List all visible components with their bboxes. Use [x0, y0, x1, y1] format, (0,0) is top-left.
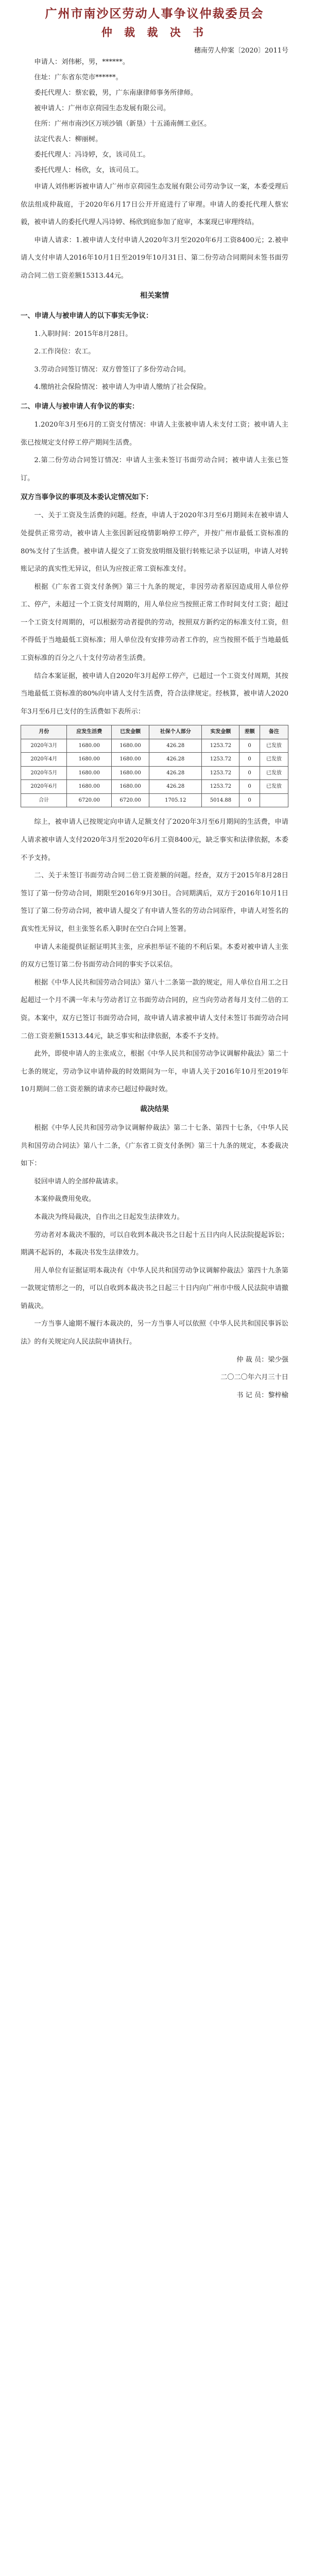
table-cell: 6720.00 [112, 793, 149, 807]
judgment-page [0, 4, 309, 2576]
fact-item: 2.工作岗位：农工。 [34, 348, 95, 356]
table-cell: 1705.12 [149, 793, 202, 807]
table-header-row [21, 725, 288, 739]
parties-section [21, 55, 288, 178]
party-line: 申请人：刘伟彬，男，******。 [34, 58, 130, 66]
fact-item: 3.劳动合同签订情况：双方曾签订了多份劳动合同。 [34, 365, 191, 374]
table-header-cell: 备注 [260, 725, 288, 739]
party-line: 法定代表人：柳丽树。 [34, 135, 102, 143]
analysis-heading: 双方当事争议的事项及本委认定情况如下： [21, 493, 153, 502]
party-line: 委托代理人：杨欣，女，该司员工。 [34, 166, 143, 174]
analysis-paragraph: 二、关于未签订书面劳动合同二倍工资差额的问题。经查，双方于2015年8月28日签订了第一份劳动合同，期限至2016年9月30日。合同期满后，双方于2016年10月1日签订了第二份劳动合同，被申请人提交了有申请人签名的劳动合同原件，申请人对签名的真实性无异议，但主张签名系入职时在空白合同上签署。 [21, 872, 288, 933]
table-cell: 1680.00 [112, 780, 149, 794]
issuing-organization: 广州市南沙区劳动人事争议仲裁委员会 [45, 7, 264, 21]
analysis-paragraph: 一、关于工资及生活费的问题。经查，申请人于2020年3月至6月期间未在被申请人处提供正常劳动，被申请人主张因新冠疫情影响停工停产，并按广州市最低工资标准的80%支付了生活费。被申请人提交了工资发放明细及银行转账记录予以证明，申请人对转账记录的真实性无异议，但认为应按正常工资标准支付。 [21, 512, 288, 573]
document-title: 仲 裁 裁 决 书 [101, 26, 208, 39]
table-cell: 0 [239, 753, 260, 767]
table-cell: 已发放 [260, 766, 288, 780]
analysis-continued [21, 814, 288, 1099]
ruling-paragraph: 用人单位有证据证明本裁决有《中华人民共和国劳动争议调解仲裁法》第四十九条第一款规定情形之一的，可以自收到本裁决书之日起三十日内向广州市中级人民法院申请撤销裁决。 [21, 1266, 288, 1310]
table-cell: 2020年4月 [21, 753, 67, 767]
table-cell: 2020年5月 [21, 766, 67, 780]
ruling-paragraph: 根据《中华人民共和国劳动争议调解仲裁法》第二十七条、第四十七条，《中华人民共和国劳动合同法》第八十二条，《广东省工资支付条例》第三十九条的规定，本委裁决如下： [21, 1124, 288, 1168]
table-header-cell: 差额 [239, 725, 260, 739]
intro-paragraph: 申请人请求：1.被申请人支付申请人2020年3月至2020年6月工资8400元；2.被申请人支付申请人2016年10月1日至2019年10月31日、第二份劳动合同期间未签书面劳动合同二倍工资差额15313.44元。 [21, 236, 288, 280]
table-cell: 1680.00 [112, 753, 149, 767]
table-header-cell: 已发金额 [112, 725, 149, 739]
ruling-paragraph: 劳动者对本裁决不服的，可以自收到本裁决书之日起十五日内向人民法院提起诉讼；期满不起诉的，本裁决书发生法律效力。 [21, 1231, 288, 1257]
table-cell: 1680.00 [67, 766, 112, 780]
table-cell: 1680.00 [112, 739, 149, 753]
facts-subheading: 二、申请人与被申请人有争议的事实： [21, 402, 139, 411]
table-cell: 0 [239, 780, 260, 794]
party-line: 委托代理人：蔡宏毅，男，广东南康律师事务所律师。 [34, 89, 197, 97]
table-cell: 1253.72 [202, 766, 239, 780]
clerk-name: 书 记 员：黎梓榆 [236, 1391, 288, 1399]
table-cell: 426.28 [149, 753, 202, 767]
table-cell: 0 [239, 793, 260, 807]
analysis-paragraph: 此外，即使申请人的主张成立，根据《中华人民共和国劳动争议调解仲裁法》第二十七条的规定，劳动争议申请仲裁的时效期间为一年，申请人关于2016年10月至2019年10月期间二倍工资差额的请求亦已超过仲裁时效。 [21, 1050, 288, 1094]
analysis-paragraph: 申请人未能提供证据证明其主张，应承担举证不能的不利后果。本委对被申请人主张的双方已签订第二份书面劳动合同的事实予以采信。 [21, 943, 288, 969]
table-header-cell: 应发生活费 [67, 725, 112, 739]
ruling-paragraph: 驳回申请人的全部仲裁请求。 [34, 1177, 123, 1185]
table-cell: 5014.88 [202, 793, 239, 807]
table-cell: 1680.00 [67, 739, 112, 753]
table-cell: 426.28 [149, 766, 202, 780]
facts-heading: 相关案情 [140, 291, 169, 300]
table-row [21, 793, 288, 807]
living-expense-table [21, 725, 288, 807]
table-cell: 1253.72 [202, 780, 239, 794]
table-cell: 426.28 [149, 739, 202, 753]
table-row [21, 739, 288, 753]
signature-block [21, 1351, 288, 1405]
table-row [21, 753, 288, 767]
ruling-paragraph: 本案仲裁费用免收。 [34, 1195, 96, 1204]
ruling-paragraph: 一方当事人逾期不履行本裁决的，另一方当事人可以依照《中华人民共和国民事诉讼法》的有关规定向人民法院申请执行。 [21, 1320, 288, 1346]
intro-section [21, 178, 288, 285]
facts-section [21, 306, 288, 488]
table-cell: 1253.72 [202, 753, 239, 767]
analysis-paragraph: 结合本案证据，被申请人自2020年3月起停工停产，已超过一个工资支付周期，其按当地最低工资标准的80%向申请人支付生活费，符合法律规定。经核算，被申请人2020年3月至6月已支付的生活费如下表所示： [21, 672, 288, 716]
table-cell: 1680.00 [67, 753, 112, 767]
table-row [21, 766, 288, 780]
party-line: 住所：广州市南沙区万顷沙镇（新垦）十五涌南侧工业区。 [34, 120, 211, 128]
fact-item: 2.第二份劳动合同签订情况：申请人主张未签订书面劳动合同；被申请人主张已签订。 [21, 456, 288, 482]
table-cell: 426.28 [149, 780, 202, 794]
table-cell: 2020年3月 [21, 739, 67, 753]
table-header-cell: 月份 [21, 725, 67, 739]
arbitrator-name: 仲 裁 员：梁少强 [236, 1355, 288, 1364]
party-line: 被申请人：广州市京荷园生态发展有限公司。 [34, 105, 170, 112]
party-line: 委托代理人：冯诗婷，女，该司员工。 [34, 151, 150, 159]
table-cell: 合计 [21, 793, 67, 807]
living-expense-table-wrap [21, 725, 288, 807]
issue-date: 二〇二〇年六月三十日 [220, 1374, 288, 1382]
table-cell: 1680.00 [67, 780, 112, 794]
table-cell [260, 793, 288, 807]
table-cell: 已发放 [260, 753, 288, 767]
table-cell: 0 [239, 739, 260, 753]
party-line: 住址：广东省东莞市******。 [34, 74, 123, 81]
table-header-cell: 实发金额 [202, 725, 239, 739]
fact-item: 1.2020年3月至6月的工资支付情况：申请人主张被申请人未支付工资；被申请人主张已按规定支付停工停产期间生活费。 [21, 420, 288, 447]
document-header [21, 4, 288, 40]
table-cell: 6720.00 [67, 793, 112, 807]
ruling-section [21, 1120, 288, 1351]
table-body [21, 739, 288, 807]
table-cell: 1680.00 [112, 766, 149, 780]
analysis-section [21, 507, 288, 721]
table-row [21, 780, 288, 794]
case-number: 穗南劳人仲案〔2020〕2011号 [194, 47, 288, 55]
ruling-heading: 裁决结果 [140, 1105, 169, 1113]
ruling-paragraph: 本裁决为终局裁决，自作出之日起发生法律效力。 [34, 1213, 184, 1221]
table-cell: 已发放 [260, 739, 288, 753]
intro-paragraph: 申请人刘伟彬诉被申请人广州市京荷园生态发展有限公司劳动争议一案，本委受理后依法组成仲裁庭，于2020年6月17日公开开庭进行了审理。申请人的委托代理人蔡宏毅，被申请人的委托代理人冯诗婷、杨欣到庭参加了庭审，本案现已审理终结。 [21, 183, 288, 227]
table-cell: 0 [239, 766, 260, 780]
fact-item: 1.入职时间：2015年8月28日。 [34, 330, 132, 338]
analysis-paragraph: 根据《广东省工资支付条例》第三十九条的规定，非因劳动者原因造成用人单位停工、停产，未超过一个工资支付周期的，用人单位应当按照正常工作时间支付工资；超过一个工资支付周期的，可以根据劳动者提供的劳动，按照双方新约定的标准支付工资，但不得低于当地最低工资标准；用人单位没有安排劳动者工作的，应当按照不低于当地最低工资标准的百分之八十支付劳动者生活费。 [21, 583, 288, 663]
table-cell: 已发放 [260, 780, 288, 794]
fact-item: 4.缴纳社会保险情况：被申请人为申请人缴纳了社会保险。 [34, 383, 211, 392]
analysis-paragraph: 综上，被申请人已按规定向申请人足额支付了2020年3月至6月期间的生活费，申请人请求被申请人支付2020年3月至2020年6月工资8400元，缺乏事实和法律依据，本委不予支持。 [21, 818, 288, 862]
facts-subheading: 一、申请人与被申请人的以下事实无争议： [21, 311, 153, 320]
analysis-paragraph: 根据《中华人民共和国劳动合同法》第八十二条第一款的规定，用人单位自用工之日起超过一个月不满一年未与劳动者订立书面劳动合同的，应当向劳动者每月支付二倍的工资。本案中，双方已签订书面劳动合同，故申请人请求被申请人支付未签订书面劳动合同二倍工资差额15313.44元，缺乏事实和法律依据，本委不予支持。 [21, 978, 288, 1040]
table-header-cell: 社保个人部分 [149, 725, 202, 739]
table-cell: 2020年6月 [21, 780, 67, 794]
table-cell: 1253.72 [202, 739, 239, 753]
